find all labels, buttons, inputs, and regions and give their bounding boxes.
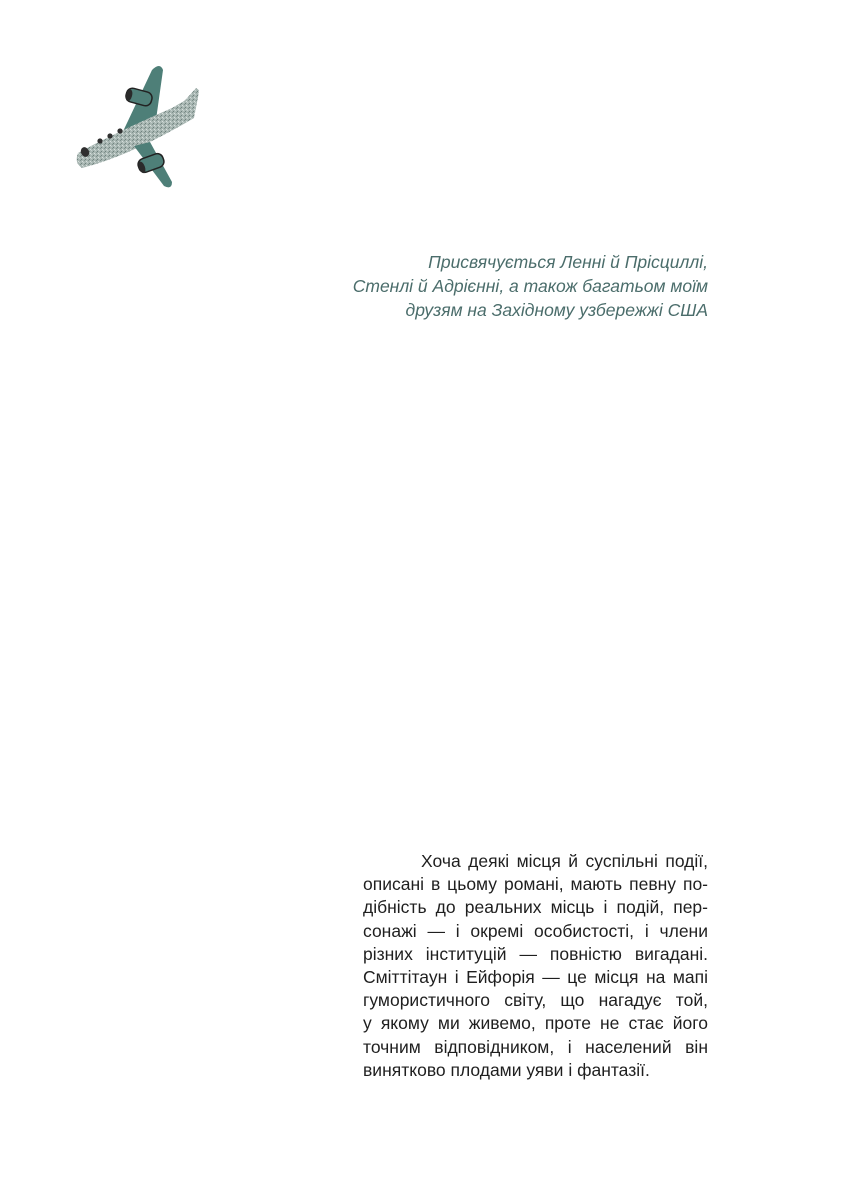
dedication-line: Стенлі й Адрієнні, а також багатьом моїм (352, 276, 708, 296)
disclaimer-line: різних інституцій — повністю вигадані. (363, 943, 708, 964)
airplane-icon (68, 60, 204, 194)
dedication-line: Присвячується Ленні й Прісциллі, (428, 252, 708, 272)
disclaimer-line: сонажі — і окремі особистості, і члени (363, 920, 708, 941)
disclaimer-line: гумористичного світу, що нагадує той, (363, 990, 708, 1011)
disclaimer-paragraph (363, 850, 708, 1082)
disclaimer-line: описані в цьому романі, мають певну по- (363, 874, 708, 895)
disclaimer-line: точним відповідником, і населений він (363, 1036, 708, 1057)
dedication (300, 250, 708, 322)
disclaimer-line: Хоча деякі місця й суспільні події, (421, 851, 708, 871)
disclaimer-line: дібність до реальних місць і подій, пер- (363, 897, 708, 918)
window (97, 138, 102, 143)
disclaimer-line: винятково плодами уяви і фантазії. (363, 1059, 650, 1080)
disclaimer-line: Сміттітаун і Ейфорія — це місця на мапі (363, 967, 708, 988)
dedication-line: друзям на Західному узбережжі США (405, 300, 708, 320)
window (117, 128, 122, 133)
window (107, 133, 112, 138)
disclaimer-line: у якому ми живемо, проте не стає його (363, 1013, 708, 1034)
